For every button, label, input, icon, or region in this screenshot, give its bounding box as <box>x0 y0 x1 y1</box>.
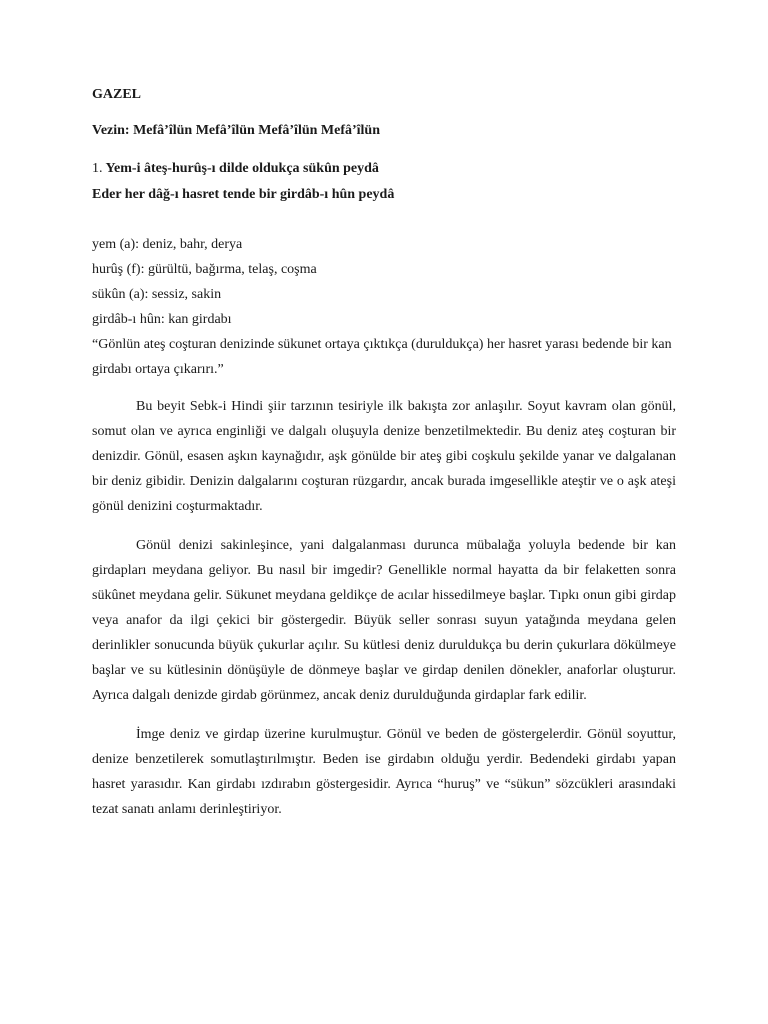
meter-line: Vezin: Mefâ’îlün Mefâ’îlün Mefâ’îlün Mefâ’îlün <box>92 123 381 138</box>
glossary <box>92 232 676 382</box>
document-page <box>92 84 676 836</box>
glossary-item: girdâb-ı hûn: kan girdabı <box>92 312 232 327</box>
translation: “Gönlün ateş coşturan denizinde sükunet ortaya çıktıkça (duruldukça) her hasret yarası bedende bir kan girdabı ortaya çıkarırı.” <box>92 337 672 377</box>
glossary-item: sükûn (a): sessiz, sakin <box>92 287 222 302</box>
document-title: GAZEL <box>92 87 142 102</box>
glossary-item: hurûş (f): gürültü, bağırma, telaş, coşma <box>92 262 317 277</box>
commentary-paragraph-3: İmge deniz ve girdap üzerine kurulmuştur. Gönül ve beden de göstergelerdir. Gönül soyuttur, denize benzetilerek somutlaştırılmıştır. Beden ise girdabın olduğu yerdir. Bedendeki girdabı yapan hasret yarasıdır. Kan girdabı ızdırabın göstergesidir. Ayrıca “huruş” ve “sükun” sözcükleri arasındaki tezat sanatı anlamı derinleştiriyor. <box>92 727 676 817</box>
commentary-paragraph-2: Gönül denizi sakinleşince, yani dalgalanması durunca mübalağa yoluyla bedende bir kan girdapları meydana geliyor. Bu nasıl bir imgedir? Genellikle normal hayatta da bir felaketten sonra sükûnet meydana gelir. Sükunet meydana geldikçe de acılar hissedilmeye başlar. Tıpkı onun gibi girdap veya anafor da ilgi çekici bir göstergedir. Büyük seller sonrası suyun yatağında meydana gelen derinlikler sonucunda büyük çukurlar açılır. Su kütlesi deniz duruldukça bu derin çukurlara dökülmeye başlar ve su kütlesinin dönüşüyle de dönmeye başlar ve girdap denilen dönekler, anaforlar oluşturur. Ayrıca dalgalı denizde girdab görünmez, ancak deniz durulduğunda girdaplar fark edilir. <box>92 538 676 703</box>
glossary-item: yem (a): deniz, bahr, derya <box>92 237 243 252</box>
couplet-line-1-text: Yem-i âteş-hurûş-ı dilde oldukça sükûn peydâ <box>105 161 379 176</box>
commentary-paragraph-1: Bu beyit Sebk-i Hindi şiir tarzının tesiriyle ilk bakışta zor anlaşılır. Soyut kavram olan gönül, somut olan ve ayrıca enginliği ve dalgalı oluşuyla denize benzetilmektedir. Bu deniz ateş coşturan bir denizdir. Gönül, esasen aşkın kaynağıdır, aşk gönülde bir ateş gibi coşkulu şekilde yanar ve dalgalanan bir deniz gibidir. Denizin dalgalarını coşturan rüzgardır, ancak burada imgesellikle ateştir ve o aşk ateşi gönül denizini coşturmaktadır. <box>92 399 676 514</box>
couplet-line-2: Eder her dâğ-ı hasret tende bir girdâb-ı hûn peydâ <box>92 187 395 202</box>
couplet-line-1 <box>92 156 676 182</box>
couplet-number: 1. <box>92 161 103 176</box>
couplet <box>92 156 676 208</box>
